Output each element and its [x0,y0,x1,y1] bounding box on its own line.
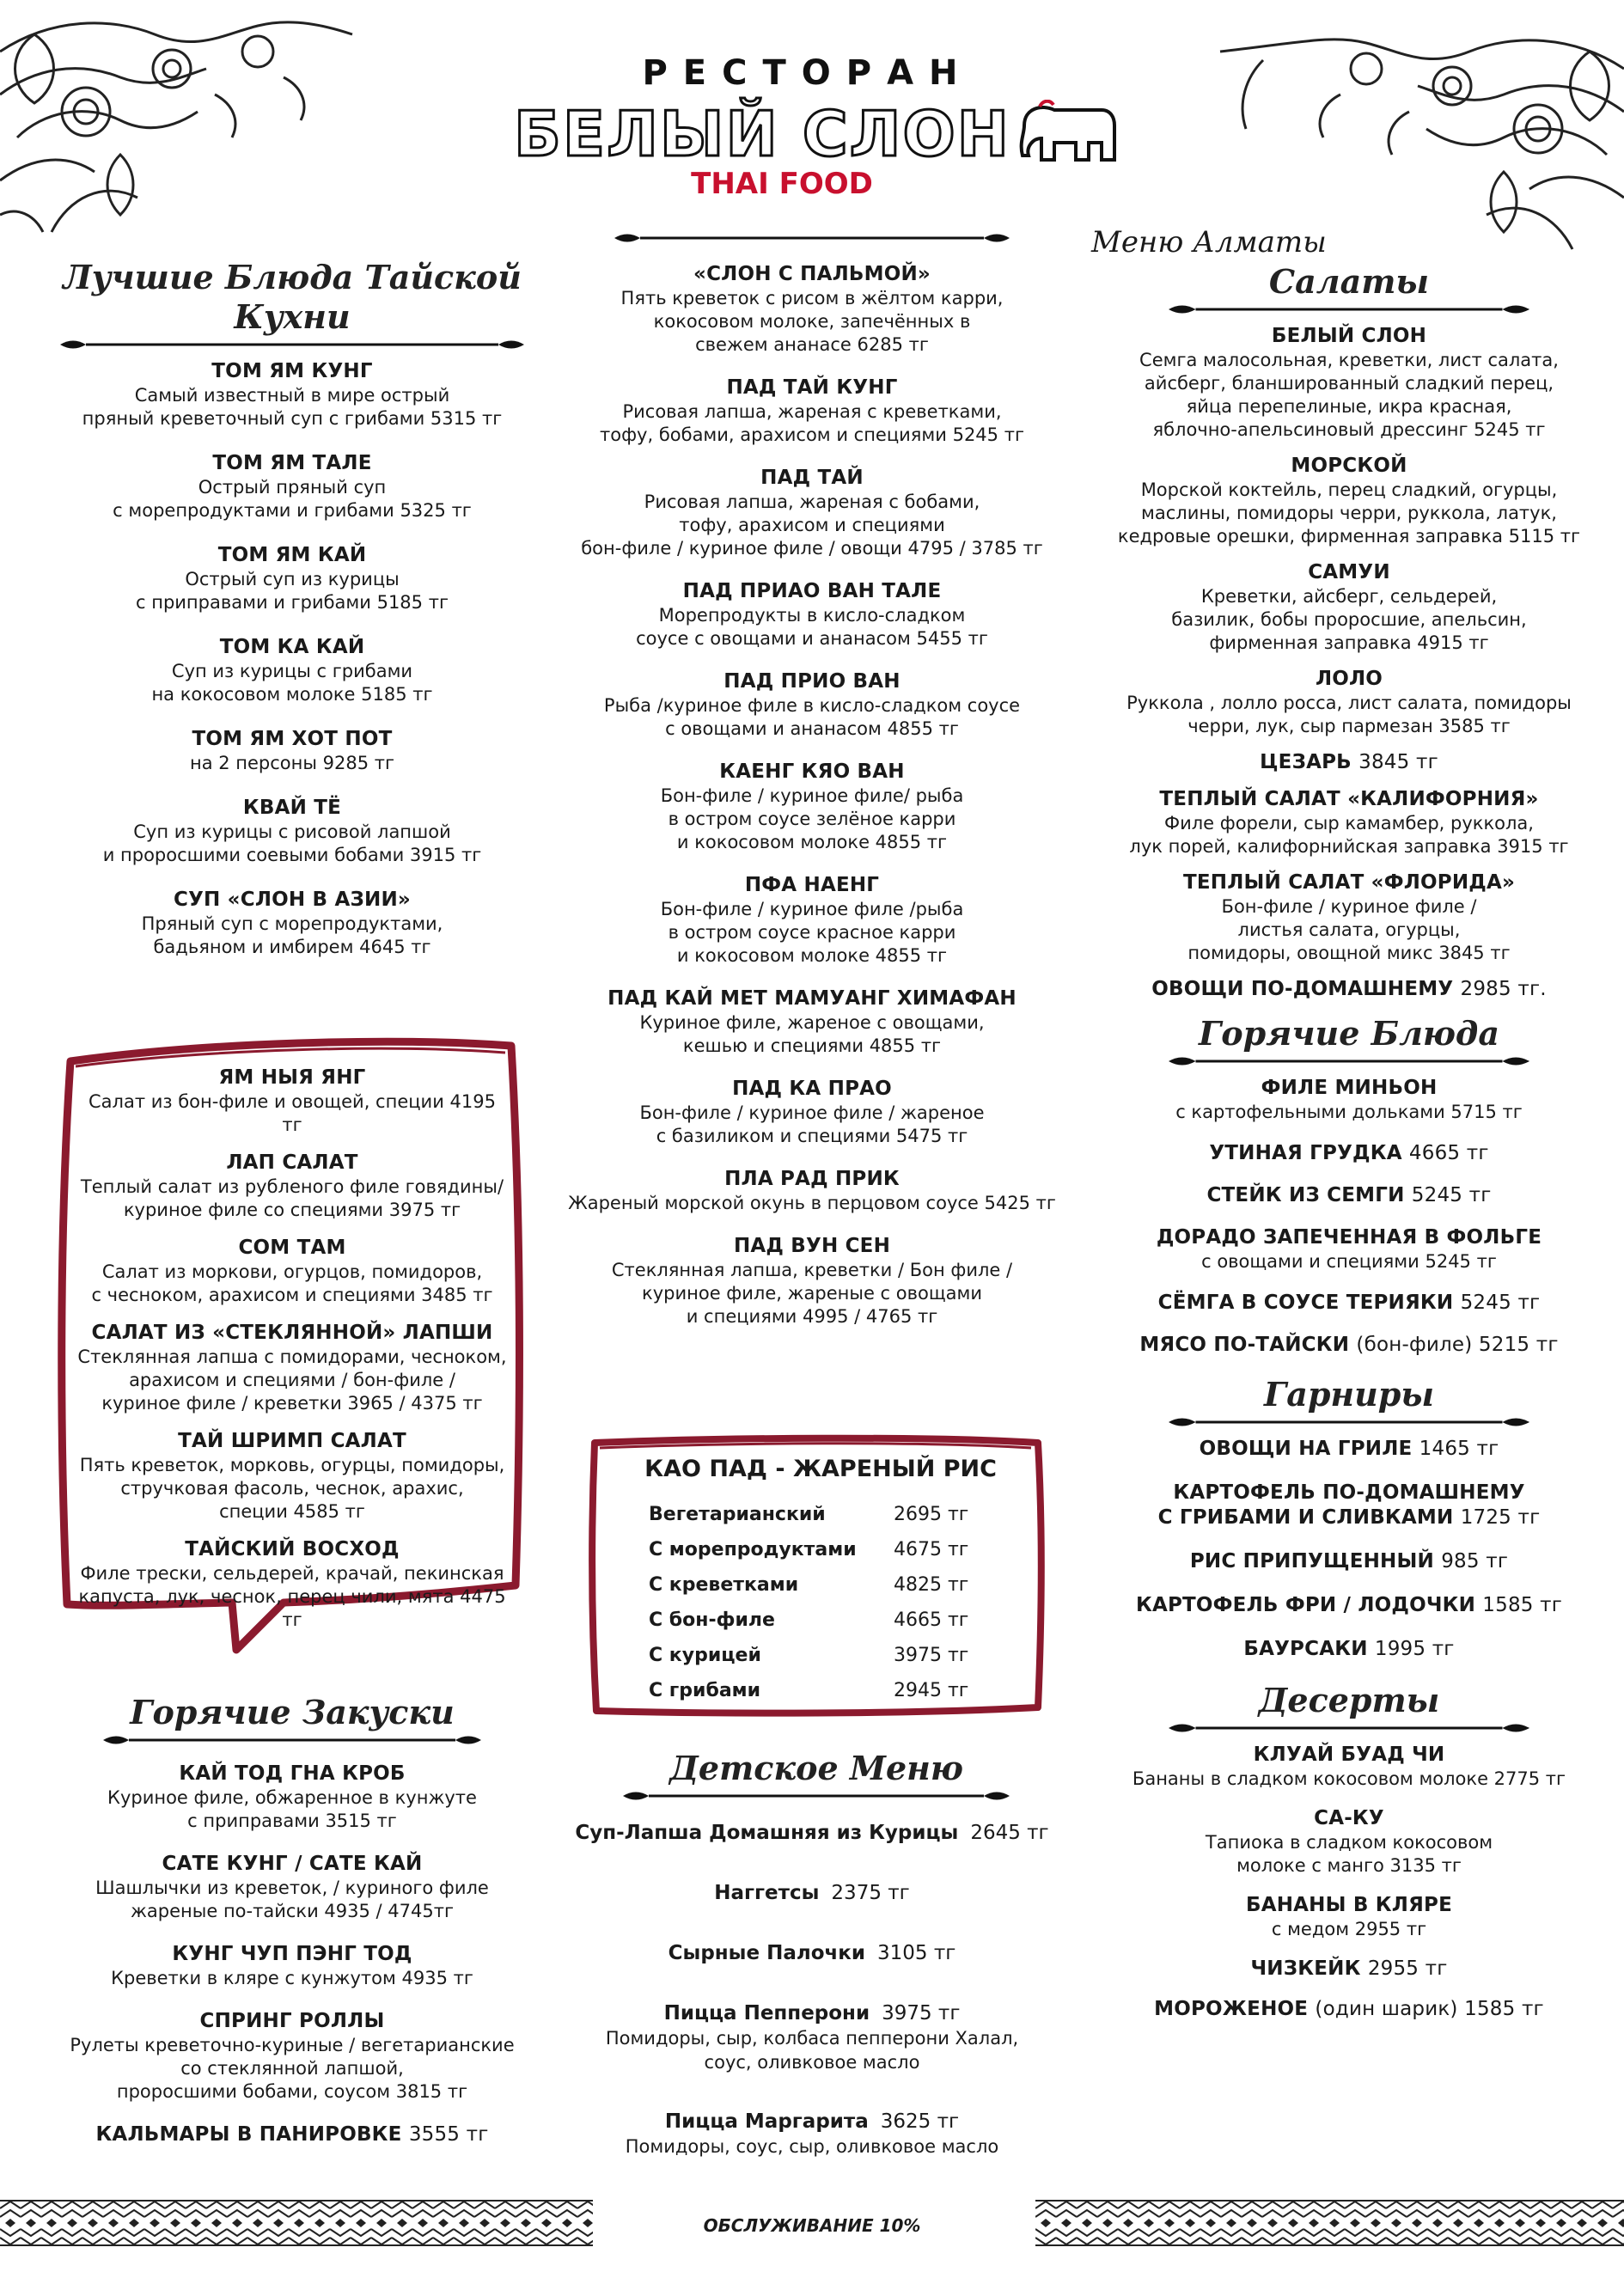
menu-item [559,579,1065,650]
menu-item-description: Креветки в кляре с кунжутом 4935 тг [111,1968,473,1988]
menu-item-price: 5245 тг [1411,1184,1492,1206]
menu-item-description: Бон-филе / куриное филе / листья салата, огурцы, помидоры, овощной микс 3845 тг [1187,896,1511,963]
kao-pad-price: 2695 тг [894,1504,969,1525]
menu-item [1108,324,1590,442]
kids-item-name: Пицца Пепперони 3975 тг [663,2002,961,2024]
menu-item-price: 3845 тг [1358,751,1438,773]
section-title-kids: Детское Меню [669,1749,963,1787]
middle-column [559,262,1065,1347]
menu-item [77,1537,507,1632]
menu-item-name: СОМ ТАМ [238,1237,346,1259]
menu-item [60,451,524,522]
section-title: Гарниры [1264,1375,1434,1414]
menu-item [1108,454,1590,548]
menu-item-name: МОРОЖЕНОЕ (один шарик) 1585 тг [1154,1998,1544,2020]
menu-item-description: Тапиока в сладком кокосовом молоке с манго 3135 тг [1205,1832,1493,1876]
section-title-hot-snacks: Горячие Закуски [130,1693,455,1731]
menu-item [1108,1076,1590,1124]
menu-item-name: ЧИЗКЕЙК 2955 тг [1250,1957,1448,1980]
menu-item-description: Пряный суп с морепродуктами, бадьяном и имбирем 4645 тг [141,913,443,957]
menu-item [1108,1183,1590,1208]
menu-item-description: Острый пряный суп с морепродуктами и грибами 5325 тг [113,477,472,521]
section-title: Горячие Блюда [1199,1014,1499,1053]
menu-item [1108,1437,1590,1462]
menu-item-name: БАУРСАКИ 1995 тг [1243,1638,1455,1660]
menu-item-description: Теплый салат из рубленого филе говядины/ куриное филе со специями 3975 тг [80,1176,504,1220]
kao-pad-price: 4675 тг [894,1539,969,1560]
kids-item-name: Пицца Маргарита 3625 тг [664,2110,960,2133]
city-menu-label: Меню Алматы [1091,225,1327,260]
kao-pad-price: 4665 тг [894,1609,969,1631]
kao-pad-row [649,1638,1010,1673]
section-rule [1169,302,1529,317]
kids-menu-item [559,1880,1065,1906]
menu-item-name: КАЙ ТОД ГНА КРОБ [179,1762,406,1785]
kids-menu-item [559,2000,1065,2074]
logo-block [507,53,1126,201]
menu-item [60,888,524,959]
section-items [1108,1743,1590,2022]
menu-item-name: БЕЛЫЙ СЛОН [1271,325,1427,347]
menu-item [559,376,1065,447]
logo-subtitle: THAI FOOD [691,167,873,201]
menu-item-description: Суп из курицы с грибами на кокосовом молоке 5185 тг [151,661,433,705]
menu-item-description: Бон-филе / куриное филе / жареное с базиликом и специями 5475 тг [639,1102,985,1146]
section-desserts [1108,1681,1590,2022]
section-rule [1169,1720,1529,1736]
menu-item-name: ТОМ ЯМ ТАЛЕ [212,452,372,474]
salads-box [77,1066,507,1646]
menu-item-name: СА-КУ [1314,1807,1384,1829]
kao-pad-box [644,1452,1010,1708]
menu-item-name: ТОМ ЯМ КАЙ [217,544,367,566]
menu-item-name: ПЛА РАД ПРИК [724,1168,900,1190]
menu-item-name: ПАД ПРИО ВАН [723,670,901,693]
kids-menu-item [559,1940,1065,1966]
section-rule [60,337,524,352]
menu-item [559,1234,1065,1328]
kids-item-price: 2645 тг [970,1822,1049,1844]
menu-item-name: КАРТОФЕЛЬ ПО-ДОМАШНЕМУ С ГРИБАМИ И СЛИВКАМИ 1725 тг [1157,1481,1541,1529]
divider-middle-top [614,230,1010,246]
menu-item [559,760,1065,854]
menu-item [559,262,1065,357]
menu-item-description: Куриное филе, жареное с овощами, кешью и специями 4855 тг [639,1012,985,1056]
menu-item-description: Руккола , лолло росса, лист салата, помидоры черри, лук, сыр пармезан 3585 тг [1126,693,1572,736]
kao-pad-name: С курицей [649,1645,761,1666]
menu-item-description: с картофельными дольками 5715 тг [1175,1102,1523,1122]
menu-item-description: Стеклянная лапша, креветки / Бон филе / куриное филе, жареные с овощами и специями 4995 / 4765 тг [611,1260,1013,1327]
menu-item [559,873,1065,968]
menu-item-name: КВАЙ ТЁ [242,797,342,819]
hot-snacks-list [60,1762,524,2166]
kao-pad-name: С грибами [649,1680,761,1701]
menu-item-name: САМУИ [1308,561,1390,583]
menu-item-price: 5245 тг [1460,1292,1541,1314]
menu-item [559,1077,1065,1148]
kao-pad-name: С бон-филе [649,1609,775,1631]
kids-menu-item [559,2109,1065,2159]
menu-item-name: ПАД КА ПРАО [732,1078,892,1100]
menu-item-name: ТАЙ ШРИМП САЛАТ [178,1430,406,1452]
menu-item-name: ТАЙСКИЙ ВОСХОД [185,1538,400,1560]
menu-item-description: Пять креветок с рисом в жёлтом карри, кокосовом молоке, запечённых в свежем ананасе 6285 тг [620,288,1004,355]
menu-item-description: Рисовая лапша, жареная с креветками, тофу, бобами, арахисом и специями 5245 тг [600,401,1024,445]
menu-item [60,796,524,867]
menu-item-name: ТЕПЛЫЙ САЛАТ «КАЛИФОРНИЯ» [1159,788,1539,810]
menu-item-description: Рыба /куриное филе в кисло-сладком соусе с овощами и ананасом 4855 тг [603,695,1021,739]
kao-pad-price: 4825 тг [894,1574,969,1596]
menu-item [60,2122,524,2147]
menu-item [1108,560,1590,655]
menu-item [1108,1893,1590,1941]
kao-pad-row [649,1567,1010,1603]
menu-item-description: Креветки, айсберг, сельдерей, базилик, бобы проросшие, апельсин, фирменная заправка 4915 тг [1171,586,1527,653]
menu-item-name: САТЕ КУНГ / САТЕ КАЙ [162,1853,423,1875]
section-rule [103,1732,481,1748]
menu-item-name: СЁМГА В СОУСЕ ТЕРИЯКИ 5245 тг [1157,1292,1541,1314]
kids-title-block [623,1749,1010,1811]
menu-item [60,1942,524,1990]
menu-item-name: ЦЕЗАРЬ 3845 тг [1260,751,1438,773]
menu-item-description: Стеклянная лапша с помидорами, чесноком, арахисом и специями / бон-филе / куриное филе / креветки 3965 / 4375 тг [77,1347,507,1414]
menu-item-description: Филе трески, сельдерей, крачай, пекинская капуста, лук, чеснок, перец чили, мята 4475 тг [78,1563,506,1630]
section-items [1108,1076,1590,1358]
menu-item-name: ФИЛЕ МИНЬОН [1261,1077,1438,1099]
menu-item-name: ТОМ КА КАЙ [219,636,365,658]
menu-item-name: ЛАП САЛАТ [226,1151,358,1174]
menu-item-name: СТЕЙК ИЗ СЕМГИ 5245 тг [1206,1184,1492,1206]
kao-pad-row [649,1673,1010,1708]
section-salads [1108,262,1590,1002]
ornament-top-left [0,0,361,258]
menu-item-price: (один шарик) 1585 тг [1315,1998,1544,2020]
menu-item [77,1151,507,1222]
menu-item-price: 3555 тг [408,2123,489,2146]
menu-item-description: Бананы в сладком кокосовом молоке 2775 тг [1132,1768,1566,1789]
section-items [1108,1437,1590,1662]
menu-item-description: с медом 2955 тг [1271,1919,1427,1939]
section-items [1108,324,1590,1002]
menu-item-name: ЯМ НЫЯ ЯНГ [218,1066,366,1089]
section-title: Салаты [1268,262,1430,301]
kao-pad-row [649,1532,1010,1567]
menu-item [60,2009,524,2104]
menu-item [1108,1333,1590,1358]
menu-item-description: с овощами и специями 5245 тг [1201,1251,1497,1272]
menu-item [1108,1141,1590,1166]
section-garnish [1108,1375,1590,1662]
section-title: Десерты [1258,1681,1440,1719]
kids-item-name: Суп-Лапша Домашняя из Курицы 2645 тг [575,1822,1049,1844]
right-column [1108,262,1590,2037]
kao-pad-row [649,1603,1010,1638]
section-title-best: Лучшие Блюда Тайской Кухни [63,258,522,336]
menu-item-description: Салат из моркови, огурцов, помидоров, с чесноком, арахисом и специями 3485 тг [91,1261,493,1305]
menu-item-name: РИС ПРИПУЩЕННЫЙ 985 тг [1189,1550,1509,1573]
section-rule [623,1788,1010,1804]
menu-item [1108,977,1590,1002]
menu-item [60,543,524,614]
menu-item-name: ПАД КАЙ МЕТ МАМУАНГ ХИМАФАН [607,987,1017,1010]
menu-item-price: 4665 тг [1408,1142,1489,1164]
kao-pad-name: С морепродуктами [649,1539,857,1560]
menu-item-name: КАРТОФЕЛЬ ФРИ / ЛОДОЧКИ 1585 тг [1135,1594,1563,1616]
menu-item [559,466,1065,560]
menu-item-description: Семга малосольная, креветки, лист салата, айсберг, бланшированный сладкий перец, яйца перепелиные, икра красная, яблочно-апельсиновый дрессинг 5245 тг [1139,350,1559,440]
menu-item-name: ПФА НАЕНГ [744,874,880,896]
menu-item-name: СПРИНГ РОЛЛЫ [199,2010,385,2032]
service-charge-note: ОБСЛУЖИВАНИЕ 10% [703,2215,921,2236]
menu-item [1108,1637,1590,1662]
menu-item-name: СУП «СЛОН В АЗИИ» [174,889,411,911]
kids-menu-item [559,1820,1065,1846]
kids-item-description: Помидоры, сыр, колбаса пепперони Халал, соус, оливковое масло [605,2028,1019,2073]
menu-item-name: ОВОЩИ НА ГРИЛЕ 1465 тг [1199,1438,1499,1460]
menu-item-name: САЛАТ ИЗ «СТЕКЛЯННОЙ» ЛАПШИ [91,1322,493,1344]
menu-item-price: 985 тг [1441,1550,1509,1573]
menu-item [559,669,1065,741]
menu-item-price: (бон-филе) 5215 тг [1356,1334,1559,1356]
menu-item-name: ПАД ТАЙ КУНГ [726,376,898,399]
menu-item-description: Острый суп из курицы с приправами и грибами 5185 тг [136,569,449,613]
left-column [60,258,524,980]
kids-item-description: Помидоры, соус, сыр, оливковое масло [625,2136,999,2157]
menu-item [60,727,524,775]
menu-item-name: ТОМ ЯМ КУНГ [211,360,373,382]
menu-item [77,1321,507,1415]
kids-item-price: 3975 тг [882,2002,961,2024]
menu-item [1108,667,1590,738]
menu-item [1108,1291,1590,1316]
menu-item-description: Морской коктейль, перец сладкий, огурцы, маслины, помидоры черри, руккола, латук, кедровые орешки, фирменная заправка 5115 тг [1117,479,1581,547]
menu-item-description: Рулеты креветочно-куриные / вегетарианские со стеклянной лапшой, проросшими бобами, соусом 3815 тг [70,2035,515,2102]
menu-item-name: ЛОЛО [1315,668,1383,690]
menu-item-description: Морепродукты в кисло-сладком соусе с овощами и ананасом 5455 тг [636,605,988,649]
menu-item-name: БАНАНЫ В КЛЯРЕ [1246,1894,1452,1916]
kids-list [559,1820,1065,2193]
menu-item-description: Бон-филе / куриное филе/ рыба в остром соусе зелёное карри и кокосовом молоке 4855 тг [660,785,964,852]
menu-item [1108,1997,1590,2022]
menu-item-name: «СЛОН С ПАЛЬМОЙ» [693,263,931,285]
kao-pad-row [649,1497,1010,1532]
menu-item-description: Самый известный в мире острый пряный креветочный суп с грибами 5315 тг [82,385,503,429]
menu-item-name: ПАД ТАЙ [760,467,864,489]
menu-item [1108,750,1590,775]
menu-item-name: МОРСКОЙ [1291,455,1407,477]
kao-pad-title: КАО ПАД - ЖАРЕНЫЙ РИС [644,1456,997,1482]
menu-item [60,359,524,431]
elephant-icon [1016,100,1119,168]
menu-item [1108,1593,1590,1618]
menu-item-price: 1585 тг [1482,1594,1563,1616]
menu-item-name: ТЕПЛЫЙ САЛАТ «ФЛОРИДА» [1182,871,1516,894]
kids-item-name: Сырные Палочки 3105 тг [668,1942,956,1964]
menu-item-name: ПАД ПРИАО ВАН ТАЛЕ [682,580,942,602]
menu-item-price: 1995 тг [1374,1638,1455,1660]
menu-item-name: УТИНАЯ ГРУДКА 4665 тг [1209,1142,1489,1164]
menu-item [77,1236,507,1307]
menu-item-description: Суп из курицы с рисовой лапшой и проросшими соевыми бобами 3915 тг [102,821,482,865]
kids-item-price: 2375 тг [831,1882,910,1904]
menu-item-description: Рисовая лапша, жареная с бобами, тофу, арахисом и специями бон-филе / куриное филе / овощи 4795 / 3785 тг [581,492,1043,559]
kids-item-price: 3625 тг [880,2110,960,2133]
kids-item-name: Наггетсы 2375 тг [714,1882,910,1904]
menu-item-name: ОВОЩИ ПО-ДОМАШНЕМУ 2985 тг. [1151,978,1547,1000]
menu-item-price: 1465 тг [1419,1438,1499,1460]
kao-pad-price: 3975 тг [894,1645,969,1666]
menu-item [559,986,1065,1058]
menu-item-price: 1725 тг [1460,1506,1541,1529]
menu-item [60,1852,524,1923]
section-rule [1169,1414,1529,1430]
pattern-stripe-left [0,2200,593,2246]
menu-item-description: Шашлычки из креветок, / куриного филе жареные по-тайски 4935 / 4745тг [95,1878,489,1921]
menu-item [1108,1549,1590,1574]
menu-item-name: МЯСО ПО-ТАЙСКИ (бон-филе) 5215 тг [1139,1334,1559,1356]
menu-item [60,635,524,706]
menu-item-name: ТОМ ЯМ ХОТ ПОТ [192,728,393,750]
menu-item [77,1066,507,1137]
menu-item-price: 2955 тг [1367,1957,1448,1980]
menu-item-name: КУНГ ЧУП ПЭНГ ТОД [172,1943,412,1965]
menu-item [1108,870,1590,965]
kao-pad-price: 2945 тг [894,1680,969,1701]
menu-item-name: КЛУАЙ БУАД ЧИ [1253,1744,1445,1766]
menu-item [1108,1957,1590,1982]
menu-item-name: ПАД ВУН СЕН [733,1235,891,1257]
menu-item [1108,1743,1590,1791]
menu-item [1108,787,1590,858]
menu-item-name: КАЛЬМАРЫ В ПАНИРОВКЕ 3555 тг [95,2123,489,2146]
menu-item-name: КАЕНГ КЯО ВАН [719,760,905,783]
pattern-stripe-right [1035,2200,1624,2246]
menu-item [1108,1225,1590,1273]
menu-item-description: Куриное филе, обжаренное в кунжуте с приправами 3515 тг [107,1787,477,1831]
kids-item-price: 3105 тг [877,1942,956,1964]
menu-item-description: Салат из бон-филе и овощей, специи 4195 тг [89,1091,496,1135]
menu-item-description: Пять креветок, морковь, огурцы, помидоры, стручковая фасоль, чеснок, арахис, специи 4585 тг [79,1455,505,1522]
menu-item-description: Жареный морской окунь в перцовом соусе 5425 тг [568,1193,1056,1213]
menu-item [60,1762,524,1833]
menu-item-name: ДОРАДО ЗАПЕЧЕННАЯ В ФОЛЬГЕ [1156,1226,1542,1249]
hot-snacks-column [103,1693,481,1755]
kao-pad-name: Вегетарианский [649,1504,826,1525]
menu-item-description: Филе форели, сыр камамбер, руккола, лук порей, калифорнийская заправка 3915 тг [1129,813,1569,857]
section-rule [1169,1053,1529,1069]
menu-item [559,1167,1065,1215]
logo-pre-title: РЕСТОРАН [642,53,974,93]
menu-item-description: Бон-филе / куриное филе /рыба в остром соусе красное карри и кокосовом молоке 4855 тг [660,899,964,966]
kao-pad-name: С креветками [649,1574,799,1596]
menu-item-price: 2985 тг. [1460,978,1547,1000]
menu-item [77,1429,507,1524]
logo-brand-name: БЕЛЫЙ СЛОН [514,98,1010,170]
section-hot-dishes [1108,1014,1590,1358]
menu-item [1108,1806,1590,1878]
menu-item [1108,1481,1590,1530]
menu-item-description: на 2 персоны 9285 тг [189,753,395,773]
